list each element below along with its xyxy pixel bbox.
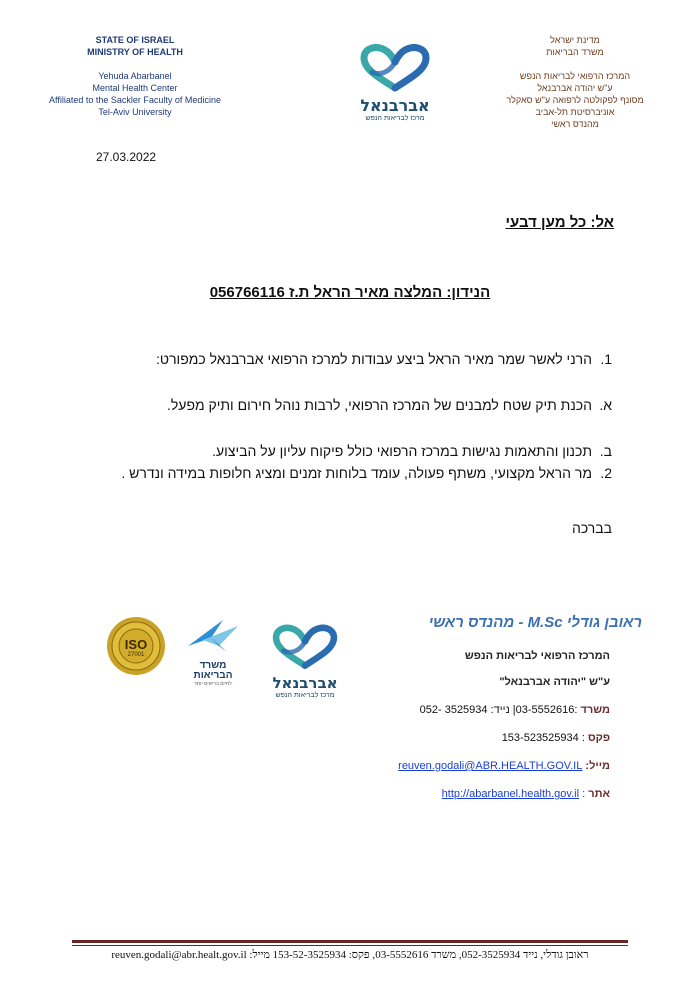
logo-tagline: מרכז לבריאות הנפש bbox=[275, 692, 335, 699]
mail-label: מייל: bbox=[585, 760, 610, 772]
site-label: אתר bbox=[588, 788, 610, 800]
header-he-line2: משרד הבריאות bbox=[546, 47, 604, 57]
heart-logo-icon bbox=[263, 624, 347, 670]
letter-subject: הנידון: המלצה מאיר הראל ת.ז 056766116 bbox=[209, 284, 491, 301]
letter-recipient: אל: כל מען דבעי bbox=[505, 214, 614, 231]
logo-name: אברבנאל bbox=[360, 96, 430, 115]
letter-date: 27.03.2022 bbox=[96, 150, 157, 164]
footer-divider-thin bbox=[72, 945, 628, 946]
hebrew-header bbox=[505, 34, 645, 130]
body-item-b bbox=[92, 440, 612, 462]
signature-fax bbox=[502, 732, 610, 744]
body-item-1 bbox=[92, 348, 612, 370]
header-he-line6: אוניברסיטת תל-אביב bbox=[535, 107, 615, 117]
email-link[interactable]: reuven.godali@ABR.HEALTH.GOV.IL bbox=[398, 760, 583, 772]
header-en-line1: STATE OF ISRAEL bbox=[95, 35, 175, 45]
ministry-tag: לחיים בריאים יותר bbox=[194, 681, 232, 687]
header-he-line5: מסונף לפקולטה לרפואה ע"ש סאקלר bbox=[506, 95, 644, 105]
ministry-line2: הבריאות bbox=[193, 670, 233, 681]
ministry-bird-icon bbox=[183, 616, 243, 656]
english-header bbox=[30, 34, 240, 118]
iso-text: ISO bbox=[124, 637, 148, 652]
header-en-line3: Yehuda Abarbanel bbox=[98, 71, 172, 81]
header-en-line4: Mental Health Center bbox=[92, 83, 178, 93]
signature-site: אתר : http://abarbanel.health.gov.il bbox=[441, 788, 610, 800]
item-number: ב. bbox=[599, 443, 612, 459]
header-he-line1: מדינת ישראל bbox=[550, 35, 600, 45]
header-en-line2: MINISTRY OF HEALTH bbox=[87, 47, 183, 57]
footer-contact: ראובן גודלי, נייד 052-3525934, משרד 03-5552616, פקס: 153-52-3525934 מייל: reuven.godali@abr.healt.gov.il bbox=[111, 949, 589, 961]
signature-mail bbox=[398, 760, 610, 772]
logo-name: אברבנאל bbox=[272, 674, 338, 692]
header-he-line3: המרכז הרפואי לבריאות הנפש bbox=[519, 71, 631, 81]
item-text: הרני לאשר שמר מאיר הראל ביצע עבודות למרכז הרפואי אברבנאל כמפורט: bbox=[156, 351, 592, 367]
letter-closing: בברכה bbox=[571, 520, 612, 536]
signature-name: ראובן גודלי M.Sc - מהנדס ראשי bbox=[428, 614, 642, 631]
heart-logo-icon bbox=[350, 44, 440, 92]
header-he-line7: מהנדס ראשי bbox=[551, 119, 599, 129]
signature-org2: ע"ש "יהודה אברבנאל" bbox=[499, 676, 610, 688]
logo-tagline: מרכז לבריאות הנפש bbox=[365, 115, 425, 122]
body-item-a bbox=[92, 394, 612, 416]
abarbanel-logo-signature bbox=[258, 624, 352, 699]
iso-sub: 27001 bbox=[127, 652, 145, 658]
website-link[interactable]: http://abarbanel.health.gov.il bbox=[441, 788, 580, 800]
item-text: תכנון והתאמות נגישות במרכז הרפואי כולל פיקוח עליון על הביצוע. bbox=[212, 443, 592, 459]
header-en-line6: Tel-Aviv University bbox=[98, 107, 172, 117]
ministry-of-health-logo bbox=[178, 616, 248, 687]
signature-org: המרכז הרפואי לבריאות הנפש bbox=[464, 650, 610, 662]
fax-label: פקס bbox=[587, 732, 610, 744]
fax-value: : 153-523525934 bbox=[501, 732, 585, 744]
header-he-line4: ע"ש יהודה אברבנאל bbox=[537, 83, 613, 93]
iso-seal-icon bbox=[106, 616, 166, 676]
office-label: משרד bbox=[580, 704, 610, 716]
item-text: מר הראל מקצועי, משתף פעולה, עומד בלוחות זמנים ומציג חלופות במידה ונדרש . bbox=[121, 465, 592, 481]
abarbanel-logo-header bbox=[340, 44, 450, 122]
header-en-line5: Affiliated to the Sackler Faculty of Medicine bbox=[49, 95, 221, 105]
item-number: 2. bbox=[600, 465, 612, 481]
ministry-line1: משרד bbox=[199, 660, 227, 671]
body-item-2 bbox=[92, 462, 612, 484]
footer-divider bbox=[72, 940, 628, 943]
item-text: הכנת תיק שטח למבנים של המרכז הרפואי, לרבות נוהל חירום ותיק מפעל. bbox=[166, 397, 592, 413]
item-number: א. bbox=[599, 397, 612, 413]
signature-office bbox=[420, 704, 610, 716]
office-value: :03-5552616| נייד: 3525934 -052 bbox=[419, 704, 578, 716]
item-number: 1. bbox=[600, 351, 612, 367]
